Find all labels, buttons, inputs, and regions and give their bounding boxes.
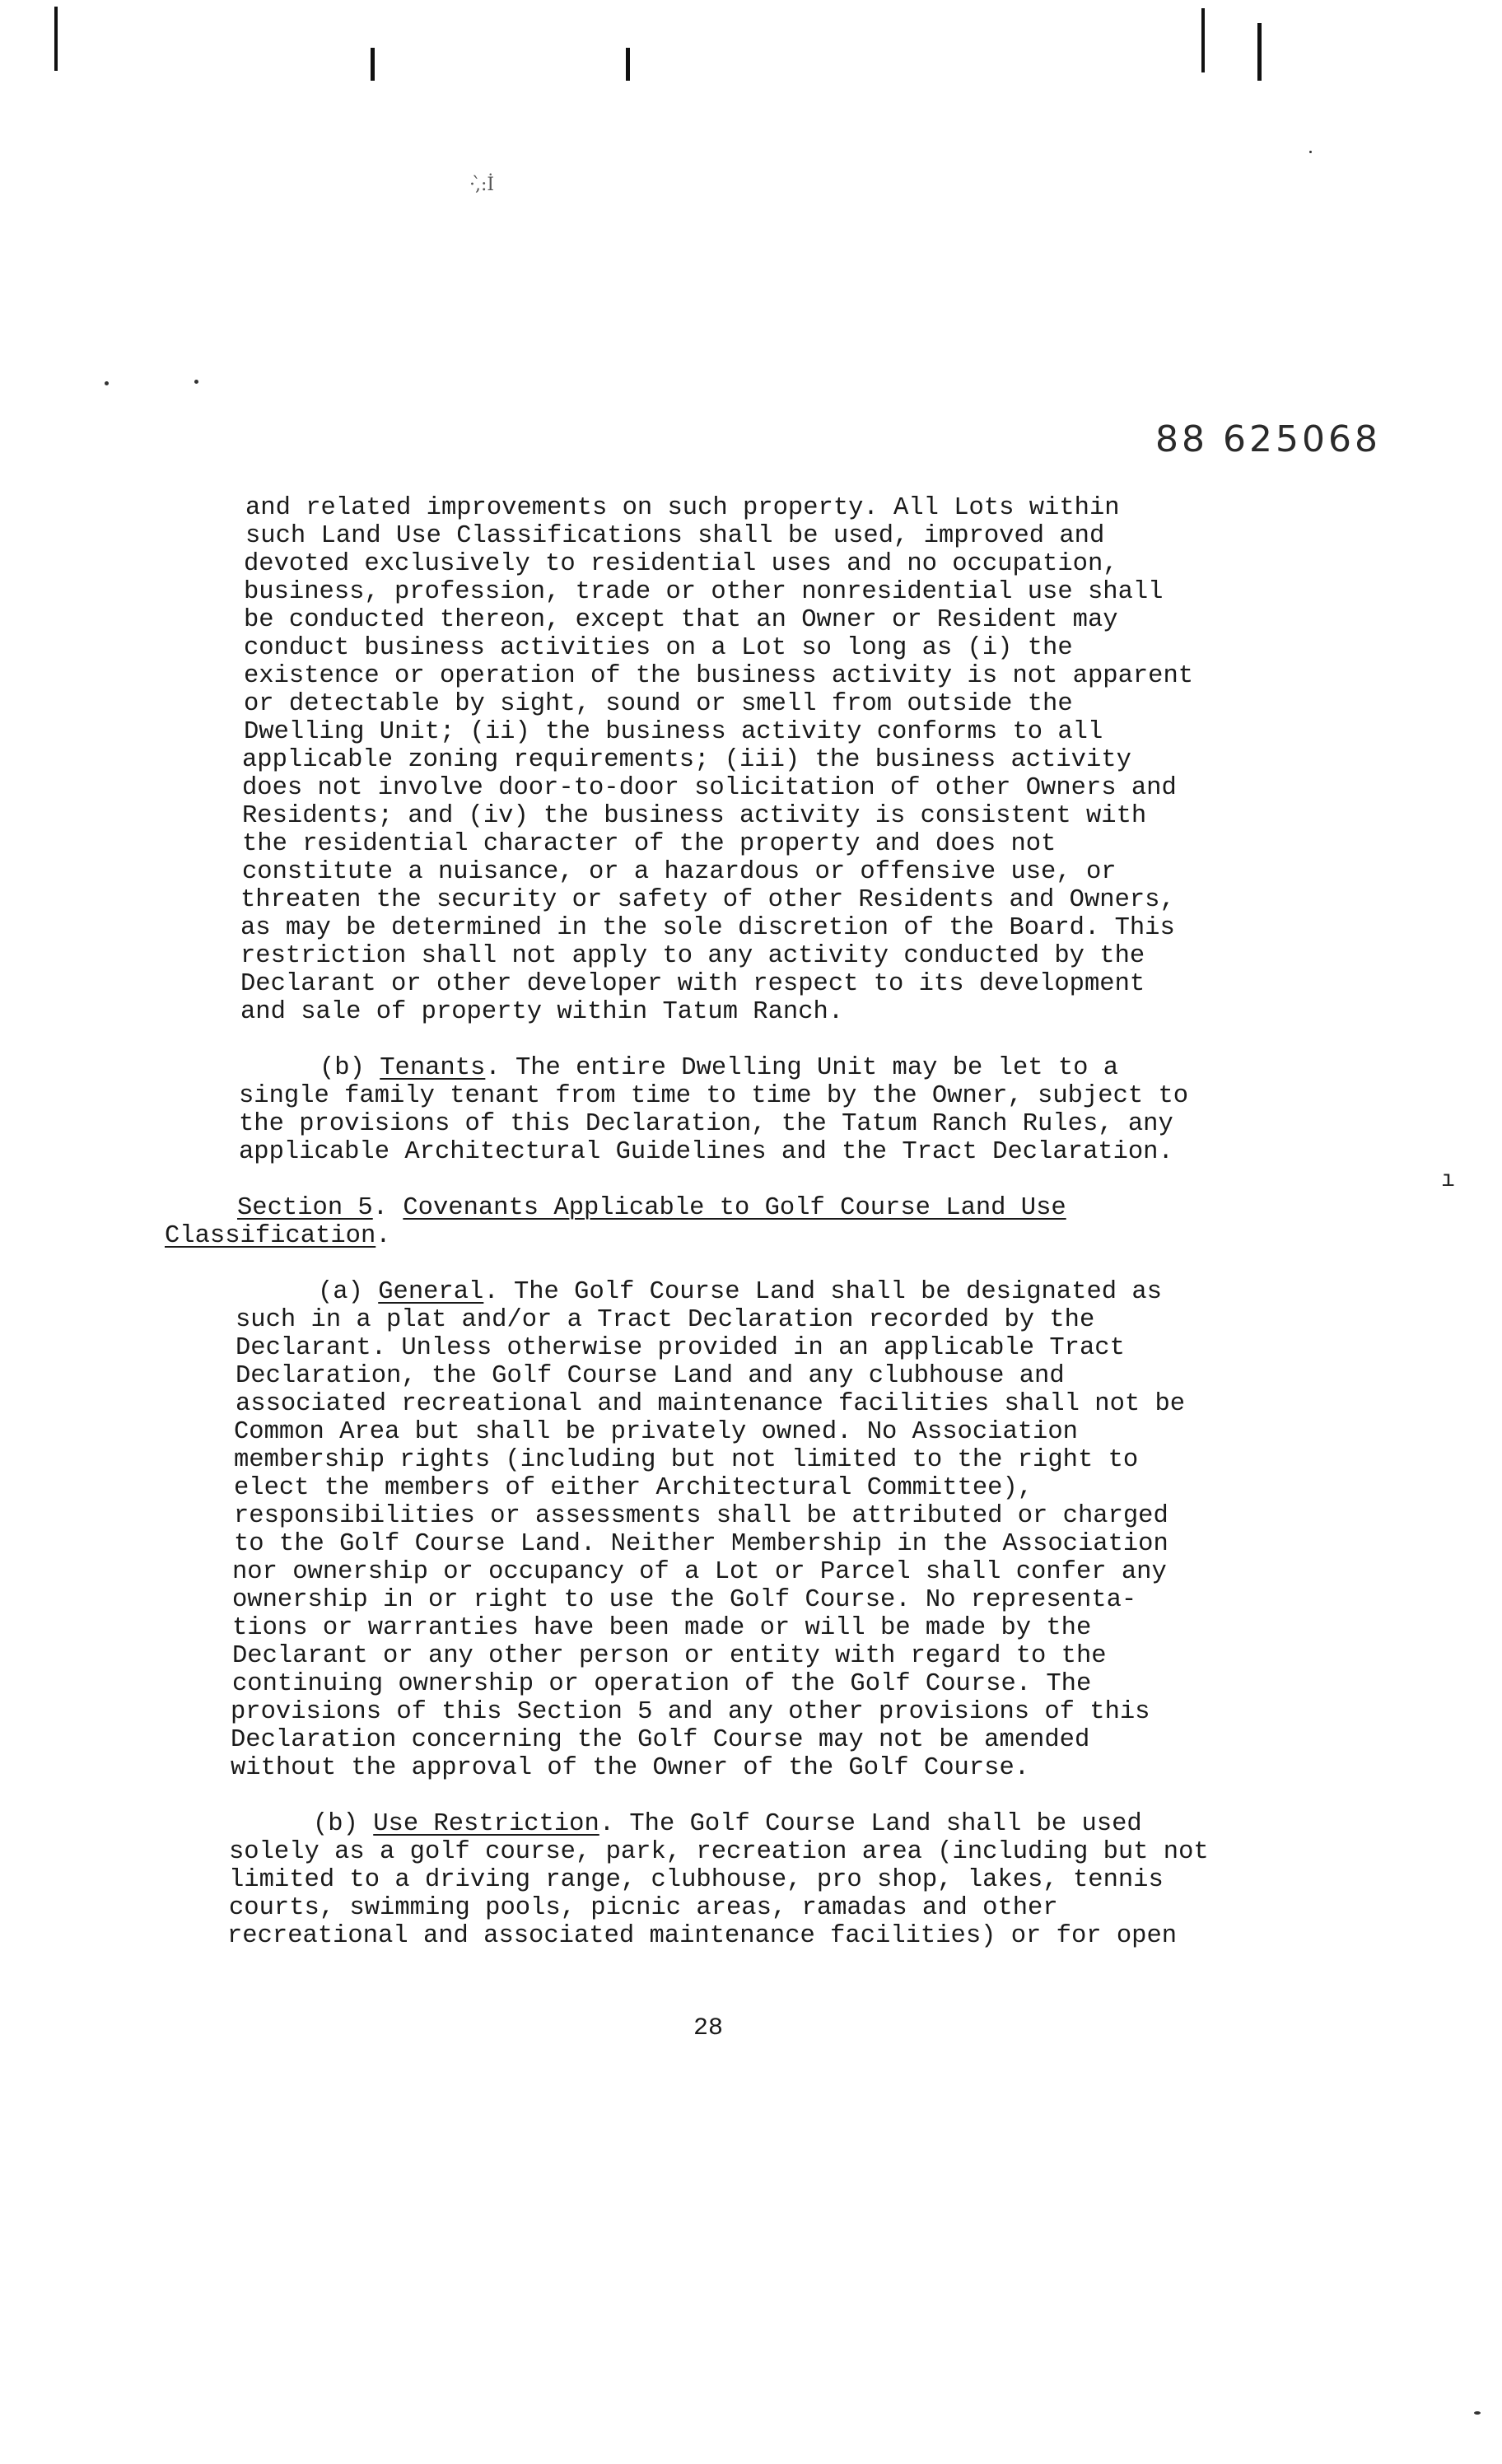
text-line: membership rights (including but not limited to the right to xyxy=(234,1446,1139,1474)
text-line: Declarant or any other person or entity with regard to the xyxy=(232,1642,1107,1670)
text-line: business, profession, trade or other nonresidential use shall xyxy=(244,578,1164,606)
text-fragment: . The entire Dwelling Unit may be let to a xyxy=(485,1054,1119,1082)
section-title-cont: Classification xyxy=(165,1222,376,1250)
text-line xyxy=(318,1278,1162,1306)
text-line: limited to a driving range, clubhouse, pro shop, lakes, tennis xyxy=(229,1866,1164,1894)
text-line: to the Golf Course Land. Neither Membership in the Association xyxy=(234,1530,1168,1558)
text-line: Declaration concerning the Golf Course may not be amended xyxy=(231,1726,1090,1754)
text-line: single family tenant from time to time by the Owner, subject to xyxy=(239,1082,1189,1110)
text-line: devoted exclusively to residential uses and no occupation, xyxy=(244,550,1118,578)
text-line: Dwelling Unit; (ii) the business activity conforms to all xyxy=(244,718,1103,746)
scan-dot-2 xyxy=(194,380,198,384)
scan-mark-4 xyxy=(1201,8,1205,72)
text-line: such Land Use Classifications shall be used, improved and xyxy=(245,522,1105,550)
heading-use-restriction: Use Restriction xyxy=(373,1810,599,1838)
text-line: associated recreational and maintenance facilities shall not be xyxy=(236,1390,1186,1418)
text-line: Residents; and (iv) the business activity is consistent with xyxy=(242,802,1147,830)
text-line: Declarant or other developer with respect to its development xyxy=(240,970,1145,998)
page-number: 28 xyxy=(693,2014,724,2042)
text-line: such in a plat and/or a Tract Declaration recorded by the xyxy=(236,1306,1095,1334)
text-line: Common Area but shall be privately owned. No Association xyxy=(234,1418,1078,1446)
text-line: continuing ownership or operation of the Golf Course. The xyxy=(232,1670,1092,1698)
text-line: constitute a nuisance, or a hazardous or offensive use, or xyxy=(242,858,1117,886)
section-label: Section 5 xyxy=(237,1194,373,1222)
text-line xyxy=(165,1222,391,1250)
text-line: restriction shall not apply to any activity conducted by the xyxy=(240,942,1145,970)
text-line: recreational and associated maintenance facilities) or for open xyxy=(227,1922,1178,1950)
heading-tenants: Tenants xyxy=(380,1054,486,1082)
text-line: solely as a golf course, park, recreation area (including but not xyxy=(229,1838,1209,1866)
text-line: applicable Architectural Guidelines and the Tract Declaration. xyxy=(239,1138,1173,1166)
text-line: does not involve door-to-door solicitation of other Owners and xyxy=(242,774,1177,802)
text-line: the provisions of this Declaration, the Tatum Ranch Rules, any xyxy=(239,1110,1173,1138)
document-number: 88 625068 xyxy=(1155,418,1381,460)
text-fragment: . xyxy=(372,1194,389,1222)
text-line: Declarant. Unless otherwise provided in an applicable Tract xyxy=(236,1334,1125,1362)
text-line: and sale of property within Tatum Ranch. xyxy=(240,998,844,1026)
scan-mark-2 xyxy=(371,48,375,81)
scan-dot-1 xyxy=(105,381,109,385)
text-fragment: . The Golf Course Land shall be used xyxy=(599,1810,1142,1838)
text-line: conduct business activities on a Lot so long as (i) the xyxy=(244,634,1073,662)
scan-dot-3 xyxy=(1309,151,1312,153)
heading-general: General xyxy=(378,1278,484,1306)
text-line: elect the members of either Architectural Committee), xyxy=(234,1474,1033,1502)
item-prefix: (b) xyxy=(313,1810,374,1838)
text-line: tions or warranties have been made or will be made by the xyxy=(232,1614,1092,1642)
text-fragment: . The Golf Course Land shall be designated as xyxy=(483,1278,1162,1306)
scan-dot-4 xyxy=(1474,2411,1481,2415)
text-line: be conducted thereon, except that an Owner or Resident may xyxy=(244,606,1118,634)
text-line: ownership in or right to use the Golf Course. No representa- xyxy=(232,1586,1137,1614)
scan-mark-5 xyxy=(1257,23,1262,81)
text-line: responsibilities or assessments shall be attributed or charged xyxy=(234,1502,1168,1530)
text-line xyxy=(320,1054,1118,1082)
scan-mark-3 xyxy=(626,48,630,81)
text-line: and related improvements on such property. All Lots within xyxy=(245,494,1120,522)
text-line xyxy=(237,1194,1066,1222)
text-line: the residential character of the property and does not xyxy=(242,830,1057,858)
text-line: as may be determined in the sole discretion of the Board. This xyxy=(240,914,1175,942)
text-line: without the approval of the Owner of the Golf Course. xyxy=(231,1754,1030,1782)
scan-mark-1 xyxy=(54,7,58,71)
section-title: Covenants Applicable to Golf Course Land Use xyxy=(403,1194,1066,1222)
stray-glyph: ·,̀:İ xyxy=(469,175,495,195)
item-prefix: (a) xyxy=(318,1278,379,1306)
text-line: or detectable by sight, sound or smell from outside the xyxy=(244,690,1073,718)
text-line: provisions of this Section 5 and any other provisions of this xyxy=(231,1698,1150,1726)
text-fragment: . xyxy=(376,1222,391,1250)
text-line xyxy=(313,1810,1142,1838)
text-line: applicable zoning requirements; (iii) the business activity xyxy=(242,746,1131,774)
item-prefix: (b) xyxy=(320,1054,380,1082)
text-line: existence or operation of the business activity is not apparent xyxy=(244,662,1194,690)
text-line: nor ownership or occupancy of a Lot or Parcel shall confer any xyxy=(232,1558,1167,1586)
text-line: threaten the security or safety of other Residents and Owners, xyxy=(240,886,1175,914)
text-line: Declaration, the Golf Course Land and any clubhouse and xyxy=(236,1362,1065,1390)
text-line: courts, swimming pools, picnic areas, ramadas and other xyxy=(229,1894,1058,1922)
margin-mark: ı xyxy=(1441,1168,1455,1193)
